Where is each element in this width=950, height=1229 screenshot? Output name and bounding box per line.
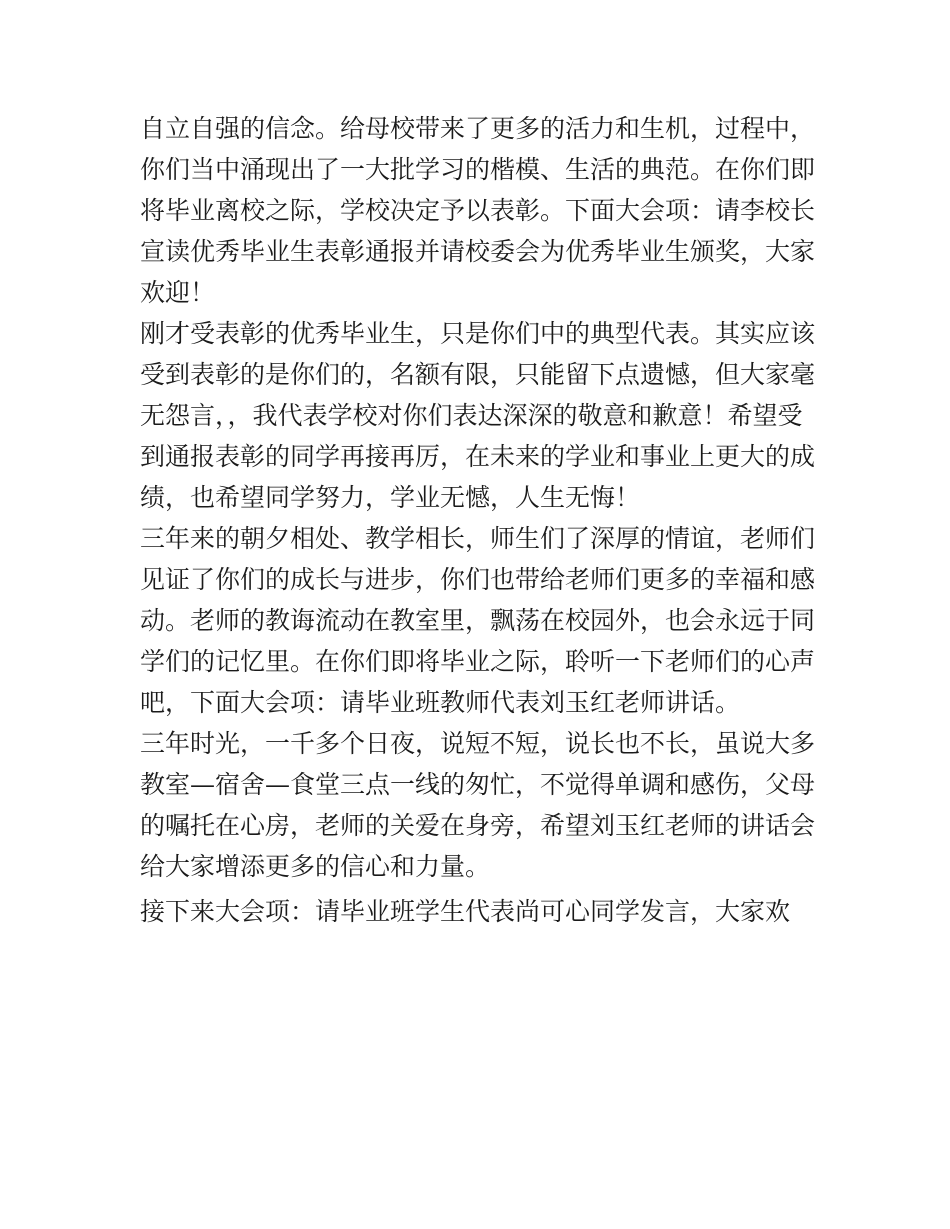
paragraph-3 xyxy=(140,518,820,723)
paragraph-5 xyxy=(140,891,820,932)
paragraph-1 xyxy=(140,108,820,313)
text-line: 受到表彰的是你们的，名额有限，只能留下点遗憾，但大家毫 xyxy=(140,360,816,389)
paragraph-4 xyxy=(140,723,820,887)
text-line: 的嘱托在心房，老师的关爱在身旁，希望刘玉红老师的讲话会 xyxy=(140,811,816,840)
text-line: 刚才受表彰的优秀毕业生，只是你们中的典型代表。其实应该 xyxy=(140,319,816,348)
text-line: 三年来的朝夕相处、教学相长，师生们了深厚的情谊，老师们 xyxy=(140,524,816,553)
text-line: 欢迎！ xyxy=(140,278,216,307)
paragraph-2 xyxy=(140,313,820,518)
text-line: 宣读优秀毕业生表彰通报并请校委会为优秀毕业生颁奖，大家 xyxy=(140,237,816,266)
text-line: 动。老师的教诲流动在教室里，飘荡在校园外，也会永远于同 xyxy=(140,606,816,635)
text-line: 学们的记忆里。在你们即将毕业之际，聆听一下老师们的心声 xyxy=(140,647,816,676)
text-line: 到通报表彰的同学再接再厉，在未来的学业和事业上更大的成 xyxy=(140,442,816,471)
text-line: 吧，下面大会项：请毕业班教师代表刘玉红老师讲话。 xyxy=(140,688,741,717)
text-line: 绩，也希望同学努力，学业无憾，人生无悔！ xyxy=(140,483,641,512)
text-line: 见证了你们的成长与进步，你们也带给老师们更多的幸福和感 xyxy=(140,565,816,594)
text-line: 将毕业离校之际，学校决定予以表彰。下面大会项：请李校长 xyxy=(140,196,816,225)
text-line: 你们当中涌现出了一大批学习的楷模、生活的典范。在你们即 xyxy=(140,155,816,184)
text-line: 无怨言，，我代表学校对你们表达深深的敬意和歉意！希望受 xyxy=(140,401,803,430)
text-line: 三年时光，一千多个日夜，说短不短，说长也不长，虽说大多 xyxy=(140,729,816,758)
text-line: 给大家增添更多的信心和力量。 xyxy=(140,852,491,881)
document-body xyxy=(140,108,820,932)
text-line: 自立自强的信念。给母校带来了更多的活力和生机，过程中， xyxy=(140,114,816,143)
text-line: 接下来大会项：请毕业班学生代表尚可心同学发言，大家欢 xyxy=(140,897,791,926)
text-line: 教室—宿舍—食堂三点一线的匆忙，不觉得单调和感伤，父母 xyxy=(140,770,816,799)
